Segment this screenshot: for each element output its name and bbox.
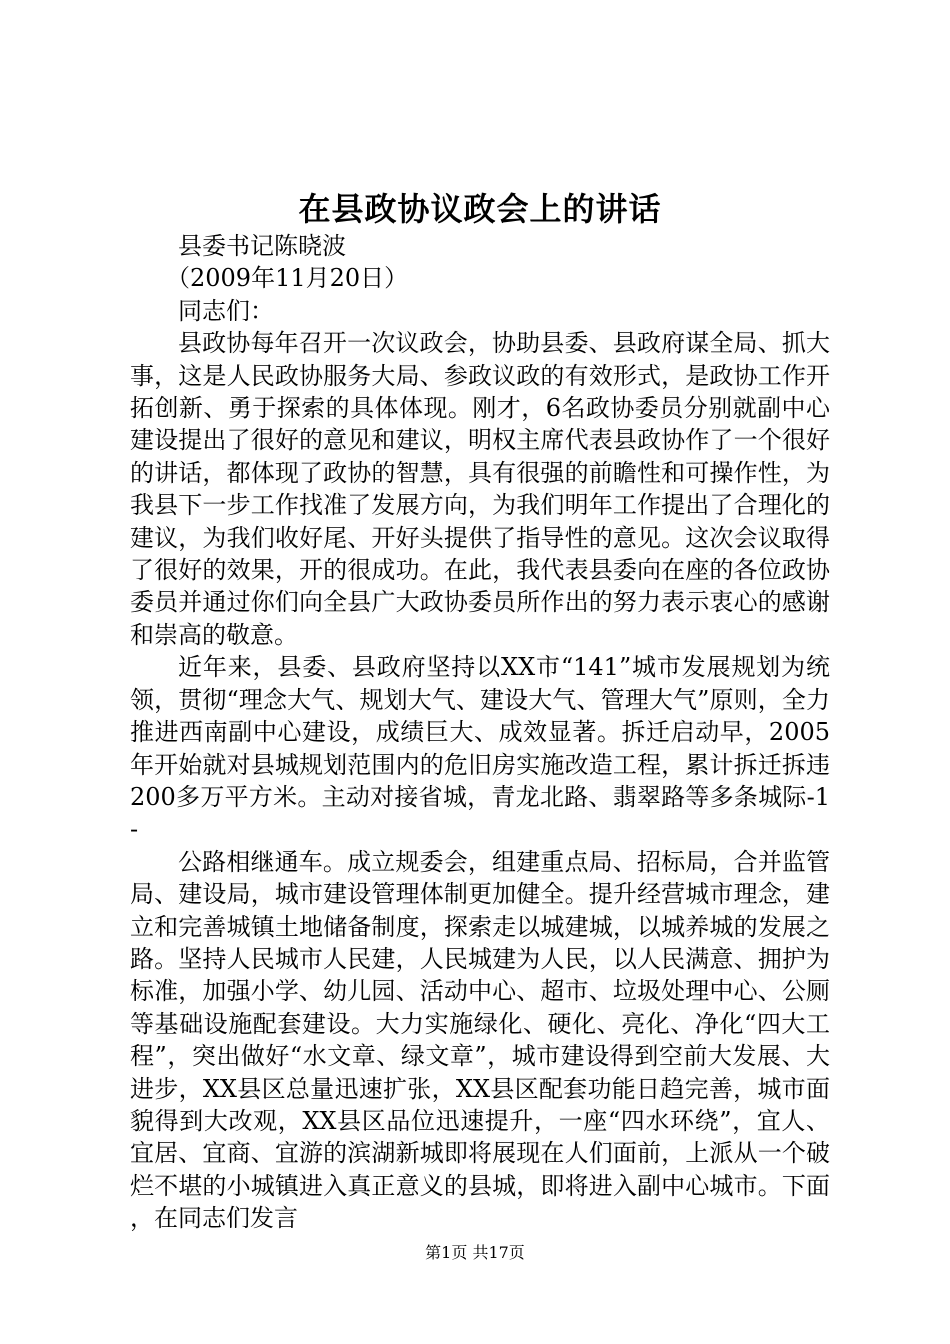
paragraph-2: 近年来，县委、县政府坚持以XX市“141”城市发展规划为统领，贯彻“理念大气、规划大气、建设大气、管理大气”原则，全力推进西南副中心建设，成绩巨大、成效显著。拆迁启动早，2005年开始就对县城规划范围内的危旧房实施改造工程，累计拆迁拆违200多万平方米。主动对接省城，青龙北路、翡翠路等多条城际-1- [130, 653, 830, 844]
document-body [130, 230, 830, 1235]
page-indicator: 第1页 共17页 [425, 1243, 525, 1262]
paragraph-3: 公路相继通车。成立规委会，组建重点局、招标局，合并监管局、建设局，城市建设管理体制更加健全。提升经营城市理念，建立和完善城镇土地储备制度，探索走以城建城，以城养城的发展之路。坚持人民城市人民建，人民城建为人民，以人民满意、拥护为标准，加强小学、幼儿园、活动中心、超市、垃圾处理中心、公厕等基础设施配套建设。大力实施绿化、硬化、亮化、净化“四大工程”，突出做好“水文章、绿文章”，城市建设得到空前大发展、大进步，XX县区总量迅速扩张，XX县区配套功能日趋完善，城市面貌得到大改观，XX县区品位迅速提升，一座“四水环绕”，宜人、宜居、宜商、宜游的滨湖新城即将展现在人们面前，上派从一个破烂不堪的小城镇进入真正意义的县城，即将进入副中心城市。下面，在同志们发言 [130, 847, 830, 1233]
paragraph-1: 县政协每年召开一次议政会，协助县委、县政府谋全局、抓大事，这是人民政协服务大局、参政议政的有效形式，是政协工作开拓创新、勇于探索的具体体现。刚才，6名政协委员分别就副中心建设提出了很好的意见和建议，明权主席代表县政协作了一个很好的讲话，都体现了政协的智慧，具有很强的前瞻性和可操作性，为我县下一步工作找准了发展方向，为我们明年工作提出了合理化的建议，为我们收好尾、开好头提供了指导性的意见。这次会议取得了很好的效果，开的很成功。在此，我代表县委向在座的各位政协委员并通过你们向全县广大政协委员所作出的努力表示衷心的感谢和崇高的敬意。 [130, 329, 830, 649]
author-line: 县委书记陈晓波 [178, 232, 346, 260]
salutation: 同志们： [178, 296, 274, 325]
date-line: （2009年11月20日） [166, 264, 409, 293]
document-title: 在县政协议政会上的讲话 [298, 190, 662, 228]
